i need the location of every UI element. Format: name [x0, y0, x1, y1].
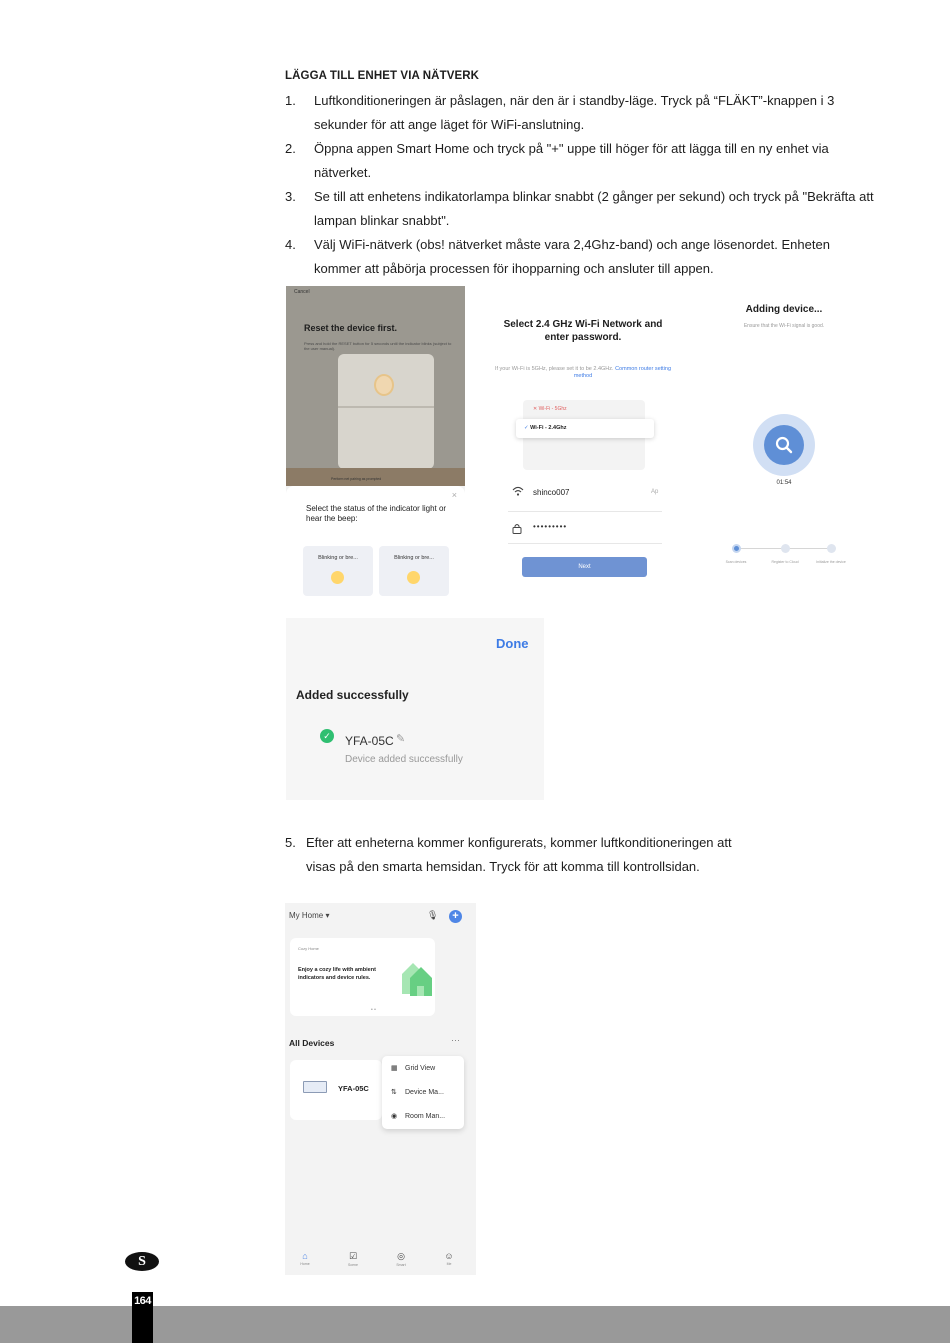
- add-device-button[interactable]: +: [449, 910, 462, 923]
- blink-option-2[interactable]: [379, 546, 449, 596]
- screenshot-select-wifi: [493, 286, 673, 616]
- device-name: YFA-05C: [345, 734, 394, 748]
- menu-item-device-management[interactable]: [391, 1088, 444, 1096]
- bulb-icon: [407, 571, 420, 584]
- step-3: [285, 185, 875, 233]
- step-4: [285, 233, 875, 281]
- grid-icon: ▦: [391, 1065, 398, 1072]
- sort-icon: ⇅: [391, 1089, 397, 1096]
- step-dot-active: [732, 544, 741, 553]
- tab-label: Smart: [396, 1263, 406, 1267]
- step-dot: [827, 544, 836, 553]
- device-illustration: [338, 354, 434, 469]
- card-text: Enjoy a cozy life with ambient indicators and device rules.: [298, 967, 376, 981]
- wifi-5g-item[interactable]: ✕ Wi-Fi - 5Ghz: [533, 406, 567, 412]
- menu-item-label: Device Ma...: [405, 1089, 444, 1096]
- done-button[interactable]: Done: [496, 636, 529, 651]
- menu-item-room-management[interactable]: [391, 1112, 445, 1120]
- success-check-icon: ✓: [320, 729, 334, 743]
- wifi-24g-label: [524, 425, 566, 431]
- tab-home[interactable]: [290, 1251, 320, 1266]
- step-dot: [781, 544, 790, 553]
- section-heading: LÄGGA TILL ENHET VIA NÄTVERK: [285, 70, 480, 82]
- card-label: Cozy Home: [298, 946, 319, 951]
- device-photo: [286, 286, 465, 486]
- view-menu: [382, 1056, 464, 1129]
- tab-smart[interactable]: [386, 1251, 416, 1267]
- device-status: Device added successfully: [345, 754, 463, 765]
- reset-title: Reset the device first.: [304, 323, 398, 333]
- password-field[interactable]: •••••••••: [533, 522, 568, 531]
- tab-label: Scene: [348, 1263, 358, 1267]
- cozy-home-card[interactable]: [290, 938, 435, 1016]
- option-label: Blinking or bre...: [318, 555, 358, 561]
- wifi-subtitle-text: If your Wi-Fi is 5GHz, please set it to be 2.4GHz.: [494, 366, 614, 372]
- lock-icon: [512, 523, 522, 534]
- progress-step-label: Scan devices: [725, 560, 747, 564]
- tab-me[interactable]: [434, 1251, 464, 1266]
- device-seam: [338, 406, 434, 408]
- screenshot-adding-device: [701, 286, 867, 596]
- edit-icon[interactable]: ✎: [396, 733, 406, 745]
- reset-subtitle: Press and hold the RESET button for 5 seconds until the indicator blinks (subject to the user manual).: [304, 341, 452, 351]
- step-1: [285, 89, 875, 137]
- wifi-24g-item[interactable]: [516, 419, 654, 438]
- mic-icon[interactable]: 🎙: [427, 910, 439, 920]
- step-text: Välj WiFi-nätverk (obs! nätverket måste vara 2,4Ghz-band) och ange lösenordet. Enheten kommer att påbörja processen för ihopparning och ansluter till appen.: [314, 237, 830, 276]
- adding-subtitle: Ensure that the Wi-Fi signal is good.: [743, 323, 825, 329]
- room-icon: ◉: [391, 1113, 398, 1120]
- menu-item-label: Room Man...: [405, 1113, 446, 1120]
- smart-icon: ◎: [397, 1251, 405, 1261]
- screenshot-added-successfully: [286, 618, 544, 800]
- wifi-icon: [512, 486, 524, 496]
- air-conditioner-icon: [303, 1081, 327, 1093]
- sheet-title: Select the status of the indicator light or hear the beep:: [306, 504, 447, 523]
- step-text: Öppna appen Smart Home och tryck på "+" uppe till höger för att lägga till en ny enhet via nätverket.: [314, 141, 829, 180]
- divider: [508, 511, 662, 512]
- router-setting-link[interactable]: Common router setting method: [573, 366, 672, 379]
- option-label: Blinking or bre...: [394, 555, 434, 561]
- scene-icon: ☑: [348, 1251, 358, 1261]
- added-title: Added successfully: [296, 688, 409, 702]
- home-icon: ⌂: [302, 1251, 308, 1261]
- countdown-timer: 01:54: [776, 480, 792, 486]
- step-text: Se till att enhetens indikatorlampa blinkar snabbt (2 gånger per sekund) och tryck på "Bekräfta att lampan blinkar snabbt".: [314, 189, 874, 228]
- indicator-light-icon: [374, 374, 394, 396]
- device-name: YFA-05C: [338, 1084, 369, 1093]
- pairing-hint: Perform net pairing as prompted: [331, 477, 382, 481]
- next-button[interactable]: Next: [522, 557, 647, 577]
- progress-step-label: Register to Cloud: [771, 560, 799, 564]
- step-number: 5.: [285, 835, 296, 850]
- more-icon[interactable]: ···: [451, 1035, 460, 1045]
- adding-title: Adding device...: [745, 304, 823, 315]
- network-switch-link[interactable]: Ap: [651, 489, 659, 495]
- screenshot-reset-device: [286, 286, 465, 599]
- menu-item-grid-view[interactable]: [391, 1064, 435, 1072]
- profile-icon: ☺: [444, 1251, 454, 1261]
- step-5: [285, 831, 875, 879]
- search-icon: [774, 435, 794, 455]
- progress-step-label: Initialize the device: [816, 560, 846, 564]
- bulb-icon: [331, 571, 344, 584]
- language-badge: S: [125, 1252, 159, 1271]
- page-number: 164: [134, 1295, 151, 1307]
- cancel-link[interactable]: Cancel: [294, 289, 310, 295]
- wifi-24g-name: Wi-Fi - 2.4Ghz: [530, 425, 567, 431]
- step-number: 2.: [285, 141, 296, 156]
- network-name-field[interactable]: shinco007: [533, 488, 570, 497]
- step-text: Efter att enheterna kommer konfigurerats, kommer luftkonditioneringen att visas på den smarta hemsidan. Tryck för att komma till kontrollsidan.: [306, 835, 732, 874]
- check-icon: ✓: [524, 425, 529, 431]
- house-icon: [400, 958, 434, 998]
- step-number: 1.: [285, 93, 296, 108]
- step-text: Luftkonditioneringen är påslagen, när den är i standby-läge. Tryck på “FLÄKT”-knappen i 3 sekunder för att ange läget för WiFi-anslutning.: [314, 93, 835, 132]
- tab-scene[interactable]: [338, 1251, 368, 1267]
- step-2: [285, 137, 875, 185]
- home-selector[interactable]: My Home ▾: [289, 911, 330, 920]
- screenshot-smart-home: [285, 903, 476, 1275]
- carousel-dots: • •: [371, 1007, 376, 1013]
- wifi-subtitle: [493, 366, 673, 380]
- wifi-title: Select 2.4 GHz Wi-Fi Network and enter password.: [503, 319, 663, 343]
- device-card[interactable]: [290, 1060, 382, 1120]
- menu-item-label: Grid View: [405, 1065, 436, 1072]
- close-icon[interactable]: ×: [451, 490, 457, 500]
- status-sheet: [286, 486, 465, 599]
- blink-option-1[interactable]: [303, 546, 373, 596]
- step-number: 4.: [285, 237, 296, 252]
- tab-label: Home: [300, 1262, 310, 1266]
- tab-label: Me: [446, 1262, 452, 1266]
- step-number: 3.: [285, 189, 296, 204]
- all-devices-heading: All Devices: [289, 1038, 335, 1048]
- divider: [508, 543, 662, 544]
